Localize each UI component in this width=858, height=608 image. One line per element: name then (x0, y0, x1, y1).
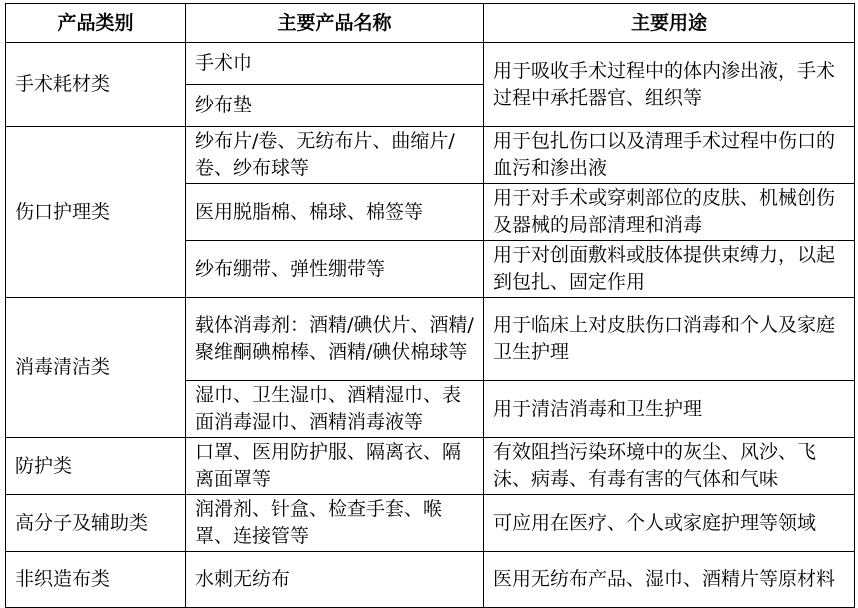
product-cell: 载体消毒剂：酒精/碘伏片、酒精/聚维酮碘棉棒、酒精/碘伏棉球等 (186, 298, 484, 381)
usage-cell: 用于对手术或穿刺部位的皮肤、机械创伤及器械的局部清理和消毒 (484, 184, 855, 241)
usage-cell: 用于吸收手术过程中的体内渗出液，手术过程中承托器官、组织等 (484, 43, 855, 127)
usage-cell: 用于清洁消毒和卫生护理 (484, 381, 855, 438)
product-cell: 湿巾、卫生湿巾、酒精湿巾、表面消毒湿巾、酒精消毒液等 (186, 381, 484, 438)
header-usage: 主要用途 (484, 4, 855, 43)
category-cell: 高分子及辅助类 (6, 495, 186, 552)
usage-cell: 用于包扎伤口以及清理手术过程中伤口的血污和渗出液 (484, 127, 855, 184)
usage-cell: 用于临床上对皮肤伤口消毒和个人及家庭卫生护理 (484, 298, 855, 381)
product-cell: 口罩、医用防护服、隔离衣、隔离面罩等 (186, 438, 484, 495)
usage-cell: 用于对创面敷料或肢体提供束缚力，以起到包扎、固定作用 (484, 241, 855, 298)
table-row (6, 495, 855, 552)
header-product: 主要产品名称 (186, 4, 484, 43)
usage-cell: 医用无纺布产品、湿巾、酒精片等原材料 (484, 552, 855, 608)
category-cell: 消毒清洁类 (6, 298, 186, 438)
usage-cell: 有效阻挡污染环境中的灰尘、风沙、飞沫、病毒、有毒有害的气体和气味 (484, 438, 855, 495)
product-cell: 纱布片/卷、无纺布片、曲缩片/卷、纱布球等 (186, 127, 484, 184)
table-row (6, 43, 855, 85)
table-row (6, 438, 855, 495)
category-cell: 防护类 (6, 438, 186, 495)
product-cell: 纱布垫 (186, 85, 484, 127)
header-category: 产品类别 (6, 4, 186, 43)
product-cell: 手术巾 (186, 43, 484, 85)
product-cell: 医用脱脂棉、棉球、棉签等 (186, 184, 484, 241)
table-header-row (6, 4, 855, 43)
usage-cell: 可应用在医疗、个人或家庭护理等领域 (484, 495, 855, 552)
product-cell: 水刺无纺布 (186, 552, 484, 608)
table-row (6, 552, 855, 608)
category-cell: 伤口护理类 (6, 127, 186, 298)
product-category-table (5, 3, 855, 608)
product-cell: 纱布绷带、弹性绷带等 (186, 241, 484, 298)
table-row (6, 298, 855, 381)
category-cell: 非织造布类 (6, 552, 186, 608)
category-cell: 手术耗材类 (6, 43, 186, 127)
product-cell: 润滑剂、针盒、检查手套、喉罩、连接管等 (186, 495, 484, 552)
table-row (6, 127, 855, 184)
